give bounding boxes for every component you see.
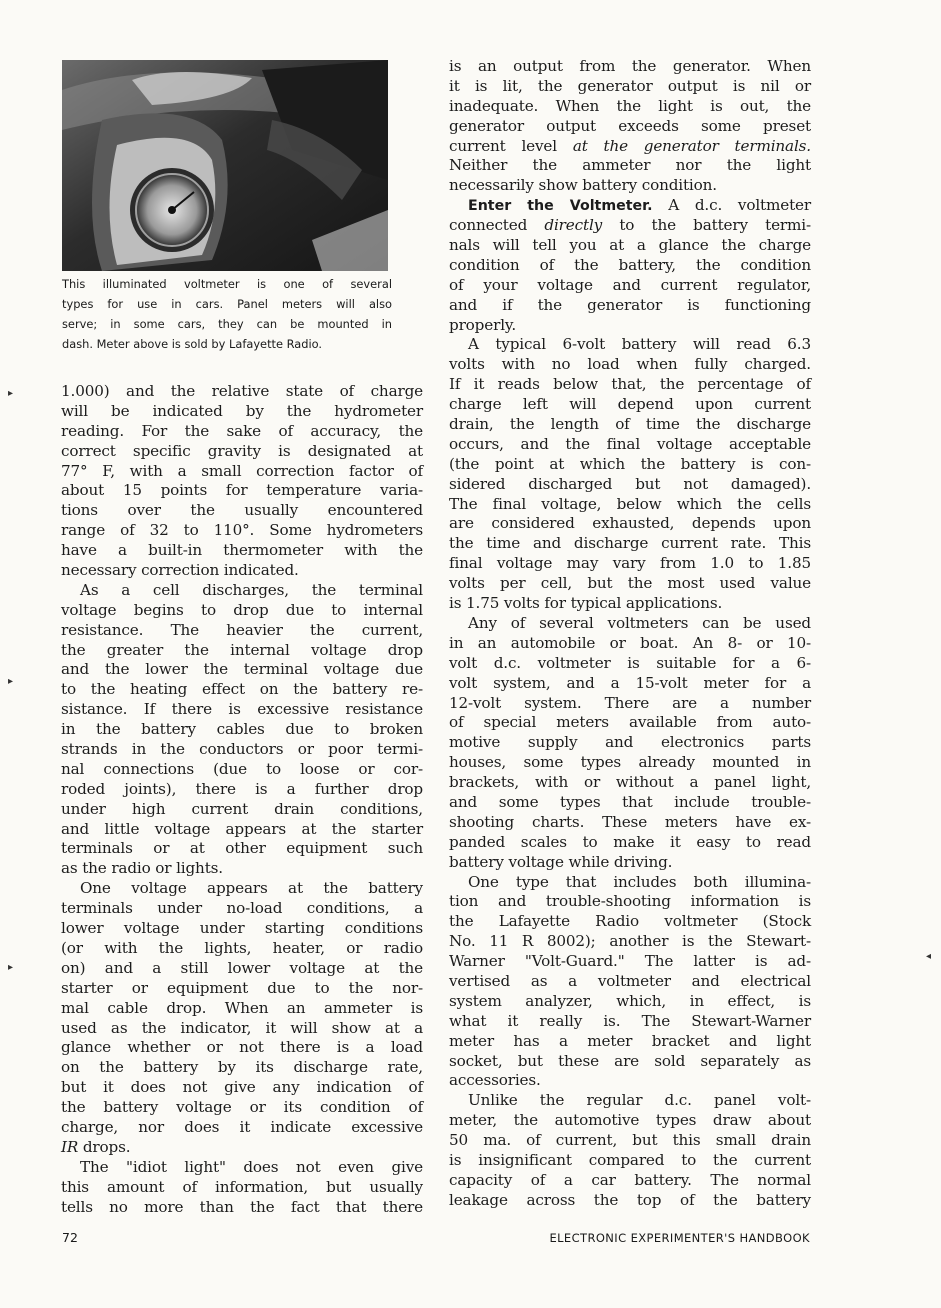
text-line: in an automobile or boat. An 8- or 10- bbox=[449, 633, 811, 652]
voltmeter-photo bbox=[62, 60, 388, 271]
margin-tick-mark: ◂ bbox=[926, 951, 932, 962]
text-line: volt system, and a 15-volt meter for a bbox=[449, 673, 811, 692]
margin-tick-mark: ▸ bbox=[8, 962, 14, 973]
text-line: volts with no load when fully charged. bbox=[449, 355, 811, 374]
photo-illustration bbox=[62, 60, 388, 271]
text-line: on the battery by its discharge rate, bbox=[61, 1058, 423, 1077]
text-line: about 15 points for temperature varia- bbox=[61, 481, 423, 500]
text-line: volt d.c. voltmeter is suitable for a 6- bbox=[449, 653, 811, 672]
caption-line: serve; in some cars, they can be mounted in bbox=[62, 316, 392, 331]
text-line: occurs, and the final voltage acceptable bbox=[449, 434, 811, 453]
text-line: have a built-in thermometer with the bbox=[61, 541, 423, 560]
text-line: and if the generator is functioning bbox=[449, 295, 811, 314]
text-line: battery voltage while driving. bbox=[449, 852, 673, 871]
text-line: this amount of information, but usually bbox=[61, 1177, 423, 1196]
text-line bbox=[61, 1138, 423, 1158]
margin-tick-mark: ▸ bbox=[8, 676, 14, 687]
text-line: tions over the usually encountered bbox=[61, 501, 423, 520]
text-line: terminals or at other equipment such bbox=[61, 839, 423, 858]
text-line: nals will tell you at a glance the charge bbox=[449, 236, 811, 255]
text-line: 77° F, with a small correction factor of bbox=[61, 461, 423, 480]
text-line: and little voltage appears at the starter bbox=[61, 819, 423, 838]
text-line: will be indicated by the hydrometer bbox=[61, 401, 423, 420]
text-line: panded scales to make it easy to read bbox=[449, 832, 811, 851]
text-line: necessarily show battery condition. bbox=[449, 176, 717, 195]
right-column bbox=[449, 57, 811, 1211]
text-line: mal cable drop. When an ammeter is bbox=[61, 998, 423, 1017]
text-line: what it really is. The Stewart-Warner bbox=[449, 1011, 811, 1030]
text-line: inadequate. When the light is out, the bbox=[449, 96, 811, 115]
text-line: charge, nor does it indicate excessive bbox=[61, 1117, 423, 1136]
emphasis-text: directly bbox=[544, 216, 603, 235]
text-line: roded joints), there is a further drop bbox=[61, 779, 423, 798]
text-line: 1.000) and the relative state of charge bbox=[61, 382, 423, 400]
text-line: the greater the internal voltage drop bbox=[61, 640, 423, 659]
text-line: (or with the lights, heater, or radio bbox=[61, 938, 423, 957]
text-line: strands in the conductors or poor termi- bbox=[61, 740, 423, 759]
emphasis-text: at the generator terminals. bbox=[572, 136, 811, 155]
text-line: used as the indicator, it will show at a bbox=[61, 1018, 423, 1037]
publication-title: ELECTRONIC EXPERIMENTER'S HANDBOOK bbox=[549, 1231, 810, 1245]
text-line: properly. bbox=[449, 315, 516, 334]
text-line: glance whether or not there is a load bbox=[61, 1038, 423, 1057]
text-fragment: connected bbox=[449, 216, 528, 235]
text-line: Any of several voltmeters can be used bbox=[468, 613, 811, 632]
text-line: As a cell discharges, the terminal bbox=[80, 580, 423, 599]
text-line: the Lafayette Radio voltmeter (Stock bbox=[449, 912, 811, 931]
text-line: it is lit, the generator output is nil or bbox=[449, 76, 811, 95]
text-fragment: drops. bbox=[82, 1137, 131, 1156]
text-line: Neither the ammeter nor the light bbox=[449, 156, 811, 175]
text-line: of your voltage and current regulator, bbox=[449, 275, 811, 294]
text-fragment: current level bbox=[449, 136, 557, 155]
caption-line: types for use in cars. Panel meters will also bbox=[62, 296, 392, 311]
text-line: in the battery cables due to broken bbox=[61, 720, 423, 739]
text-line: tion and trouble-shooting information is bbox=[449, 892, 811, 911]
text-line: on) and a still lower voltage at the bbox=[61, 958, 423, 977]
text-line: generator output exceeds some preset bbox=[449, 116, 811, 135]
text-line: socket, but these are sold separately as bbox=[449, 1051, 811, 1070]
text-fragment: A d.c. voltmeter bbox=[668, 196, 811, 215]
text-line: brackets, with or without a panel light, bbox=[449, 773, 811, 792]
text-line: to the heating effect on the battery re- bbox=[61, 680, 423, 699]
text-line: meter, the automotive types draw about bbox=[449, 1111, 811, 1130]
text-line: Warner "Volt-Guard." The latter is ad- bbox=[449, 952, 811, 971]
text-line: shooting charts. These meters have ex- bbox=[449, 812, 811, 831]
text-line: voltage begins to drop due to internal bbox=[61, 600, 423, 619]
text-line: reading. For the sake of accuracy, the bbox=[61, 421, 423, 440]
text-line: tells no more than the fact that there bbox=[61, 1197, 423, 1216]
photo-caption bbox=[62, 276, 392, 356]
text-line: correct specific gravity is designated at bbox=[61, 441, 423, 460]
page-number: 72 bbox=[62, 1230, 78, 1245]
text-line: as the radio or lights. bbox=[61, 859, 223, 878]
text-line: and the lower the terminal voltage due bbox=[61, 660, 423, 679]
text-line: The "idiot light" does not even give bbox=[80, 1157, 423, 1176]
text-line: but it does not give any indication of bbox=[61, 1078, 423, 1097]
text-line: is insignificant compared to the current bbox=[449, 1150, 811, 1169]
text-line: One voltage appears at the battery bbox=[80, 879, 423, 898]
text-line: The final voltage, below which the cells bbox=[449, 494, 811, 513]
text-line: is an output from the generator. When bbox=[449, 57, 811, 75]
text-line: motive supply and electronics parts bbox=[449, 733, 811, 752]
text-line: vertised as a voltmeter and electrical bbox=[449, 971, 811, 990]
text-line: A typical 6-volt battery will read 6.3 bbox=[468, 335, 811, 354]
text-line: resistance. The heavier the current, bbox=[61, 620, 423, 639]
text-line: If it reads below that, the percentage of bbox=[449, 375, 811, 394]
text-line: sidered discharged but not damaged). bbox=[449, 474, 811, 493]
text-line: is 1.75 volts for typical applications. bbox=[449, 594, 723, 613]
text-line: volts per cell, but the most used value bbox=[449, 574, 811, 593]
text-line: 12-volt system. There are a number bbox=[449, 693, 811, 712]
text-line: final voltage may vary from 1.0 to 1.85 bbox=[449, 554, 811, 573]
text-line: houses, some types already mounted in bbox=[449, 753, 811, 772]
text-line: starter or equipment due to the nor- bbox=[61, 978, 423, 997]
text-line: system analyzer, which, in effect, is bbox=[449, 991, 811, 1010]
caption-line: This illuminated voltmeter is one of several bbox=[62, 277, 392, 291]
text-line: lower voltage under starting conditions bbox=[61, 919, 423, 938]
text-line: necessary correction indicated. bbox=[61, 561, 299, 580]
text-line: the time and discharge current rate. This bbox=[449, 534, 811, 553]
text-line: and some types that include trouble- bbox=[449, 792, 811, 811]
text-line bbox=[449, 216, 811, 236]
text-line: drain, the length of time the discharge bbox=[449, 415, 811, 434]
text-line: terminals under no-load conditions, a bbox=[61, 899, 423, 918]
text-line: range of 32 to 110°. Some hydrometers bbox=[61, 521, 423, 540]
margin-tick-mark: ▸ bbox=[8, 388, 14, 399]
text-line: condition of the battery, the condition bbox=[449, 255, 811, 274]
text-line: sistance. If there is excessive resistance bbox=[61, 700, 423, 719]
text-fragment: to the battery termi- bbox=[619, 216, 811, 235]
section-heading: Enter the Voltmeter. bbox=[468, 198, 653, 215]
ir-abbreviation: IR bbox=[61, 1137, 79, 1156]
text-line: One type that includes both illumina- bbox=[468, 872, 811, 891]
text-line: charge left will depend upon current bbox=[449, 395, 811, 414]
text-line: are considered exhausted, depends upon bbox=[449, 514, 811, 533]
text-line bbox=[449, 196, 811, 216]
text-line: accessories. bbox=[449, 1071, 541, 1090]
text-line: Unlike the regular d.c. panel volt- bbox=[468, 1091, 811, 1110]
text-line: of special meters available from auto- bbox=[449, 713, 811, 732]
text-line: capacity of a car battery. The normal bbox=[449, 1170, 811, 1189]
text-line: under high current drain conditions, bbox=[61, 799, 423, 818]
caption-line: dash. Meter above is sold by Lafayette Radio. bbox=[62, 336, 323, 351]
text-line: meter has a meter bracket and light bbox=[449, 1031, 811, 1050]
text-line: the battery voltage or its condition of bbox=[61, 1098, 423, 1117]
left-column bbox=[61, 382, 423, 1217]
text-line: No. 11 R 8002); another is the Stewart- bbox=[449, 932, 811, 951]
text-line: 50 ma. of current, but this small drain bbox=[449, 1131, 811, 1150]
text-line: nal connections (due to loose or cor- bbox=[61, 759, 423, 778]
text-line: (the point at which the battery is con- bbox=[449, 454, 811, 473]
text-line: leakage across the top of the battery bbox=[449, 1190, 811, 1209]
text-line bbox=[449, 137, 811, 157]
